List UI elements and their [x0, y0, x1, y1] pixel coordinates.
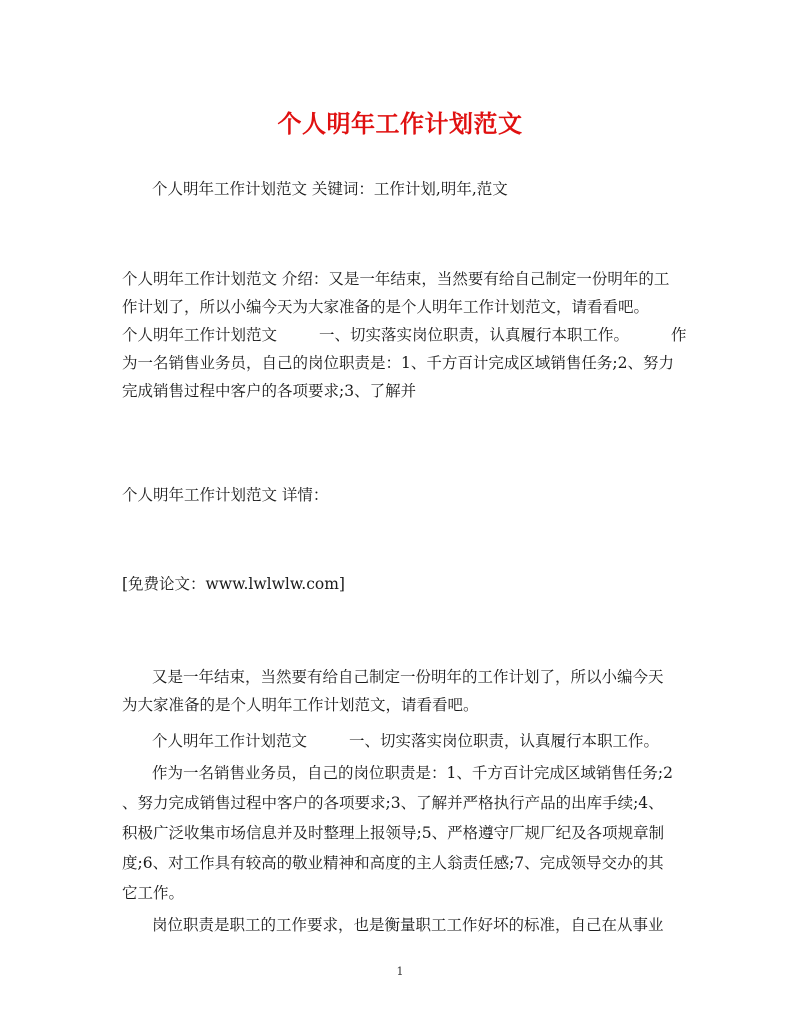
intro-line: 个人明年工作计划范文 介绍：又是一年结束，当然要有给自己制定一份明年的工: [122, 270, 670, 288]
page-number: 1: [396, 965, 404, 978]
intro-section-heading: 一、切实落实岗位职责，认真履行本职工作。: [319, 326, 630, 344]
body-line: 为大家准备的是个人明年工作计划范文，请看看吧。: [122, 696, 479, 714]
intro-text: 作: [671, 326, 687, 344]
body-line: 积极广泛收集市场信息并及时整理上报领导;5、严格遵守厂规厂纪及各项规章制: [122, 824, 665, 842]
body-line: 它工作。: [122, 884, 185, 902]
document-title: 个人明年工作计划范文: [277, 109, 523, 138]
body-section-heading: 一、切实落实岗位职责，认真履行本职工作。: [349, 732, 660, 750]
body-line: 、努力完成销售过程中客户的各项要求;3、了解并严格执行产品的出库手续;4、: [122, 794, 664, 812]
keywords-line: 个人明年工作计划范文 关键词：工作计划,明年,范文: [152, 180, 508, 198]
body-line: 作为一名销售业务员，自己的岗位职责是：1、千方百计完成区域销售任务;2: [152, 764, 673, 782]
body-heading: 个人明年工作计划范文: [152, 732, 308, 750]
body-line: [152, 728, 712, 754]
body-line: 岗位职责是职工的工作要求，也是衡量职工工作好坏的标准，自己在从事业: [152, 916, 664, 934]
intro-line: 为一名销售业务员，自己的岗位职责是：1、千方百计完成区域销售任务;2、努力: [122, 354, 674, 372]
body-line: 度;6、对工作具有较高的敬业精神和高度的主人翁责任感;7、完成领导交办的其: [122, 854, 664, 872]
intro-line: 完成销售过程中客户的各项要求;3、了解并: [122, 382, 417, 400]
body-line: 又是一年结束，当然要有给自己制定一份明年的工作计划了，所以小编今天: [152, 668, 664, 686]
details-label: 个人明年工作计划范文 详情：: [122, 486, 329, 504]
source-line: [免费论文：www.lwlwlw.com]: [122, 575, 345, 593]
intro-heading: 个人明年工作计划范文: [122, 326, 278, 344]
intro-line: [122, 322, 687, 348]
intro-line: 作计划了，所以小编今天为大家准备的是个人明年工作计划范文，请看看吧。: [122, 298, 650, 316]
